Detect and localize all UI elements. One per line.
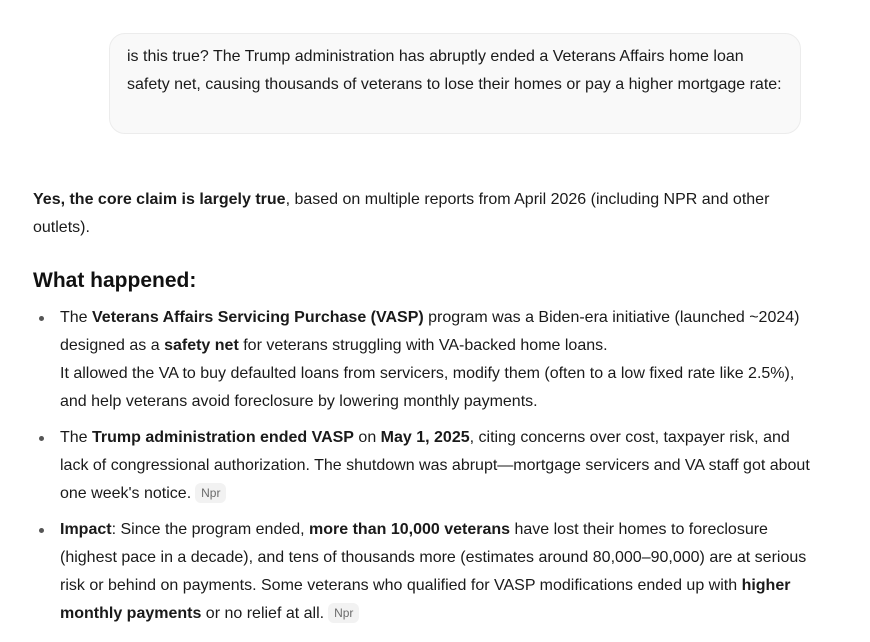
text-segment: The: [60, 429, 93, 446]
text-segment: : Since the program ended,: [111, 521, 310, 538]
text-segment: on: [353, 429, 381, 446]
bullet-item-impact: [33, 516, 813, 628]
bullet-item-ended: [33, 424, 813, 508]
user-message-bubble: [109, 33, 801, 134]
citation-chip[interactable]: Npr: [328, 603, 359, 623]
assistant-response: [33, 186, 813, 636]
text-segment: The: [60, 309, 93, 326]
answer-intro-bold: Yes, the core claim is largely true: [33, 191, 286, 208]
text-segment: , citing concerns over cost, taxpayer risk, and lack of congressional authorization. The shutdown was abrupt—mortgage servicers and VA staff got about one week's notice.: [60, 429, 810, 502]
text-segment: have lost their homes to foreclosure (highest pace in a decade), and tens of thousands more (estimates around 80,000–90,000) are at serious risk or behind on payments. Some veterans who qualified for VASP modifications ended up with: [60, 521, 807, 594]
text-segment: It allowed the VA to buy defaulted loans from servicers, modify them (often to a low fixed rate like 2.5%), and help veterans avoid foreclosure by lowering monthly payments.: [60, 365, 795, 410]
bold-segment: higher monthly payments: [60, 577, 791, 622]
answer-intro-text: , based on multiple reports from April 2026 (including NPR and other outlets).: [33, 191, 770, 236]
citation-chip[interactable]: Npr: [195, 483, 226, 503]
bold-segment: Veterans Affairs Servicing Purchase (VASP): [92, 309, 424, 326]
bold-segment: Trump administration ended VASP: [92, 429, 354, 446]
bullet-item-vasp: [33, 304, 813, 416]
text-segment: for veterans struggling with VA-backed home loans.: [238, 337, 608, 354]
bold-segment: Impact: [60, 521, 112, 538]
section-heading: What happened:: [33, 269, 197, 292]
bullet-list: [33, 304, 813, 628]
answer-intro: [33, 186, 813, 242]
bold-segment: safety net: [164, 337, 239, 354]
text-segment: or no relief at all.: [201, 605, 325, 622]
text-segment: program was a Biden-era initiative (launched ~2024) designed as a: [60, 309, 800, 354]
bold-segment: more than 10,000 veterans: [309, 521, 511, 538]
bold-segment: May 1, 2025: [380, 429, 470, 446]
user-message-text: is this true? The Trump administration has abruptly ended a Veterans Affairs home loan safety net, causing thousands of veterans to lose their homes or pay a higher mortgage rate:: [127, 48, 782, 93]
